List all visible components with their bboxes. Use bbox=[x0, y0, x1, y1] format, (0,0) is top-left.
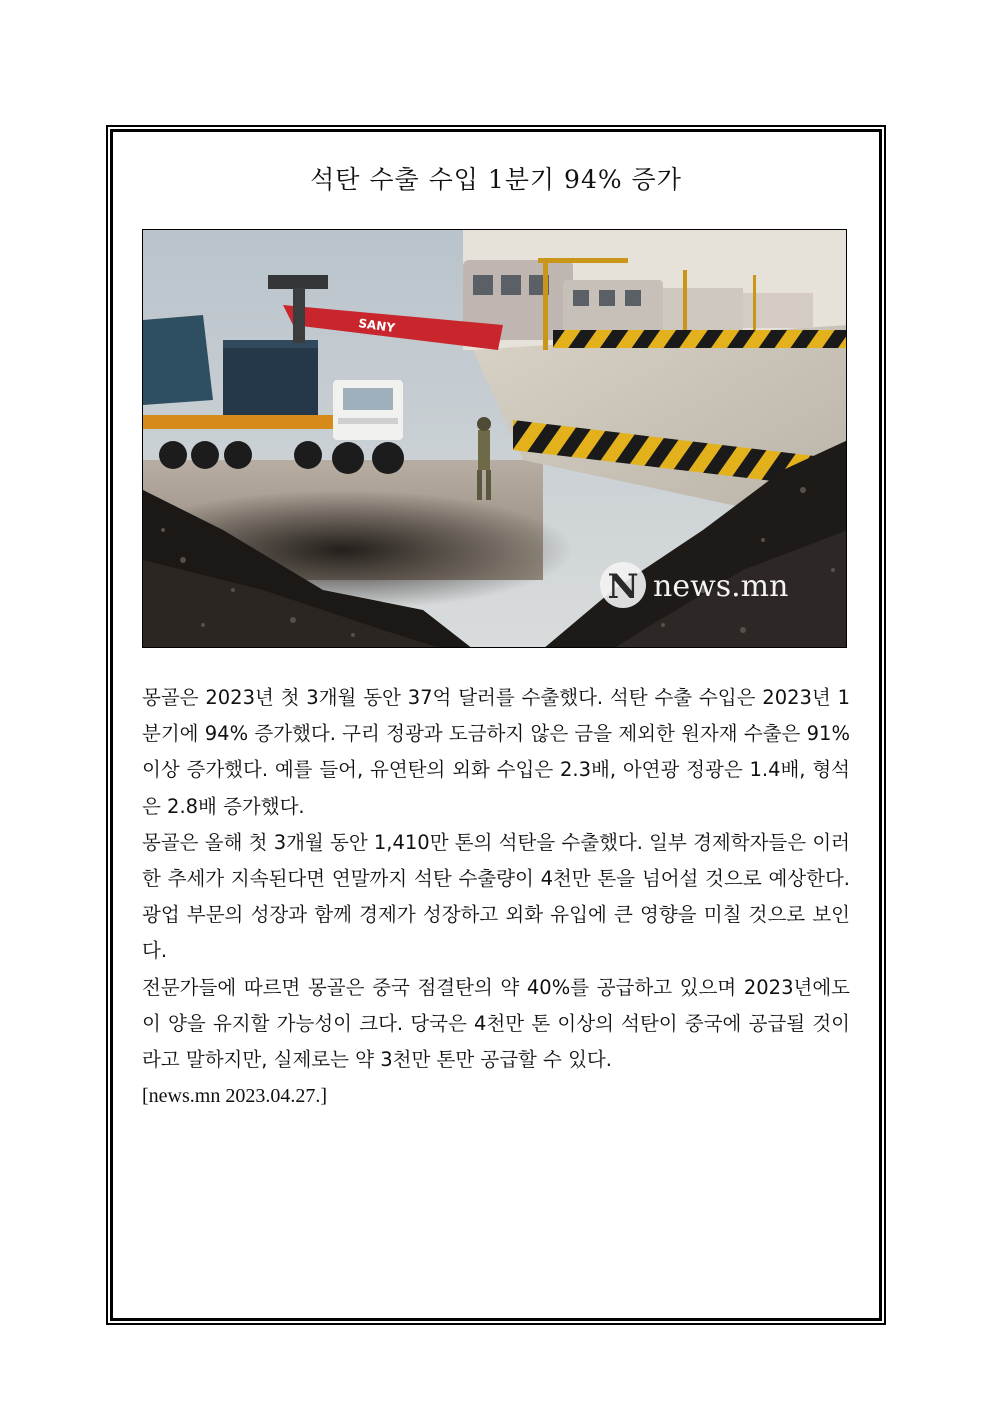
news-mn-watermark bbox=[600, 562, 788, 608]
crane-brand-label: SANY bbox=[357, 316, 396, 336]
article-title: 석탄 수출 수입 1분기 94% 증가 bbox=[310, 165, 682, 194]
watermark-letter: N bbox=[607, 567, 639, 607]
article-photo bbox=[142, 229, 847, 648]
article-paragraph: 전문가들에 따르면 몽골은 중국 점결탄의 약 40%를 공급하고 있으며 2023년에도 이 양을 유지할 가능성이 크다. 당국은 4천만 톤 이상의 석탄이 중국에 공급될 것이라고 말하지만, 실제로는 약 3천만 톤만 공급할 수 있다. bbox=[142, 975, 850, 1072]
article-paragraph: 몽골은 2023년 첫 3개월 동안 37억 달러를 수출했다. 석탄 수출 수입은 2023년 1분기에 94% 증가했다. 구리 정광과 도금하지 않은 금을 제외한 원자재 수출은 91% 이상 증가했다. 예를 들어, 유연탄의 외화 수입은 2.3배, 아연광 정광은 1.4배, 형석은 2.8배 증가했다. bbox=[142, 686, 850, 818]
article-paragraph: 몽골은 올해 첫 3개월 동안 1,410만 톤의 석탄을 수출했다. 일부 경제학자들은 이러한 추세가 지속된다면 연말까지 석탄 수출량이 4천만 톤을 넘어설 것으로 예상한다. 광업 부문의 성장과 함께 경제가 성장하고 외화 유입에 큰 영향을 미칠 것으로 보인다. bbox=[142, 830, 850, 963]
article-body bbox=[142, 680, 850, 1114]
watermark-text: news.mn bbox=[653, 569, 789, 604]
article-source: [news.mn 2023.04.27.] bbox=[142, 1085, 327, 1108]
